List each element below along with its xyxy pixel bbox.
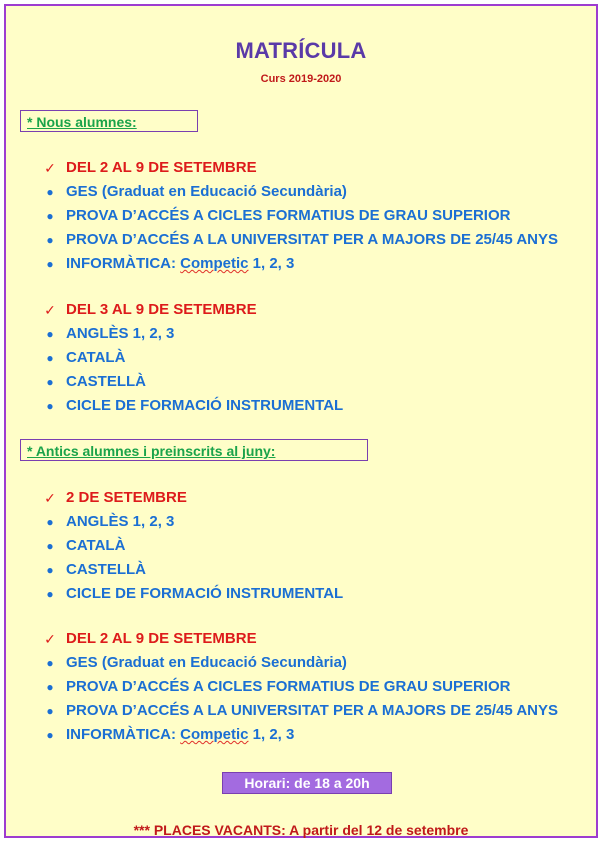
checkmark-icon: ✓: [44, 302, 56, 318]
bullet-icon: ●: [46, 563, 54, 577]
checkmark-icon: ✓: [44, 160, 56, 176]
checkmark-icon: ✓: [44, 631, 56, 647]
bullet-icon: ●: [46, 375, 54, 389]
bullet-icon: ●: [46, 656, 54, 670]
bullet-icon: ●: [46, 704, 54, 718]
section-returning-students-label: * Antics alumnes i preinscrits al juny:: [20, 439, 368, 461]
course-year: Curs 2019-2020: [260, 73, 342, 85]
bullet-icon: ●: [46, 680, 54, 694]
schedule-badge: Horari: de 18 a 20h: [222, 772, 392, 794]
checkmark-icon: ✓: [44, 490, 56, 506]
competic-word: Competic: [180, 255, 249, 272]
vacancies-notice: *** PLACES VACANTS: A partir del 12 de setembre: [133, 822, 469, 838]
bullet-icon: ●: [46, 233, 54, 247]
competic-word: Competic: [180, 726, 249, 743]
bullet-icon: ●: [46, 327, 54, 341]
bullet-icon: ●: [46, 539, 54, 553]
bullet-icon: ●: [46, 257, 54, 271]
bullet-icon: ●: [46, 351, 54, 365]
bullet-icon: ●: [46, 728, 54, 742]
page-title: MATRÍCULA: [235, 38, 367, 63]
bullet-icon: ●: [46, 587, 54, 601]
enrollment-poster: MATRÍCULA Curs 2019-2020 * Nous alumnes: ✓ DEL 2 AL 9 DE SETEMBRE ● GES (Graduat en Educació Secundària) ● PROVA D’ACCÉS A CICLES FORMATIUS DE GRAU SUPERIOR ● PROVA D’ACCÉS A LA UNIVERSITAT PER A MAJORS DE 25/45 ANYS ● INFORMÀTICA: Competic 1, 2, 3 ✓ DEL 3 AL 9 DE SETEMBRE ● ANGLÈS 1, 2, 3 ● CATALÀ ● CASTELLÀ ● CICLE DE FORMACIÓ INSTRUMENTAL * Antics alumnes i preinscrits al juny: ✓ 2 DE SETEMBRE ● ANGLÈS 1, 2, 3 ● CATALÀ ● CASTELLÀ ● CICLE DE FORMACIÓ INSTRUMENTAL ✓ DEL 2 AL 9 DE SETEMBRE ● GES (Graduat en Educació Secundària) ● PROVA D’ACCÉS A CICLES FORMATIUS DE GRAU SUPERIOR ● PROVA D’ACCÉS A LA UNIVERSITAT PER A MAJORS DE 25/45 ANYS ● INFORMÀTICA: Competic 1, 2, 3 Horari: de 18 a 20h *** PLACES VACANTS: A partir del 12 de setembre: [4, 4, 598, 838]
bullet-icon: ●: [46, 399, 54, 413]
section-new-students-label: * Nous alumnes:: [20, 110, 198, 132]
bullet-icon: ●: [46, 209, 54, 223]
bullet-icon: ●: [46, 515, 54, 529]
bullet-icon: ●: [46, 185, 54, 199]
